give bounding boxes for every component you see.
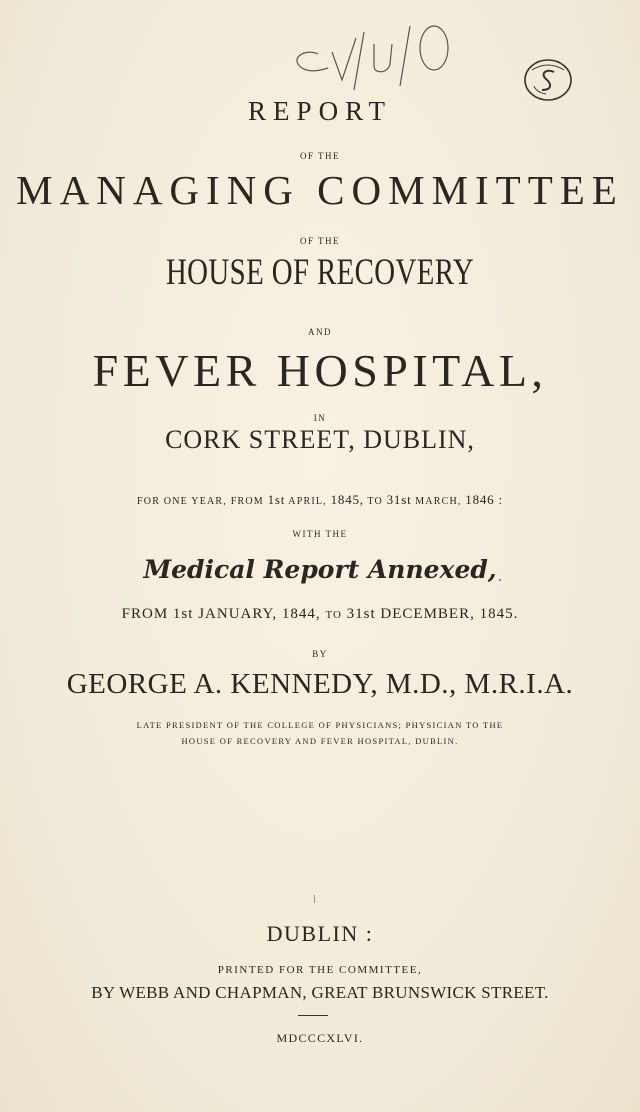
and-connector: AND <box>308 327 332 337</box>
medical-report-range <box>0 606 640 623</box>
short-divider-rule <box>298 1015 328 1016</box>
author-name: GEORGE A. KENNEDY, M.D., M.R.I.A. <box>66 668 574 700</box>
managing-committee-heading: MANAGING COMMITTEE <box>16 167 624 213</box>
period-part-2: APRIL, <box>285 496 331 507</box>
publication-date: MDCCCXLVI. <box>276 1031 364 1045</box>
period-end-year: 1846 : <box>465 492 503 507</box>
ink-speck <box>499 579 501 581</box>
of-the-connector-1: OF THE <box>299 151 341 161</box>
address-line: CORK STREET, DUBLIN, <box>165 425 475 454</box>
period-part-1: FOR ONE YEAR, FROM <box>137 496 268 507</box>
by-connector: BY <box>312 649 328 659</box>
with-the-connector: WITH THE <box>292 529 348 539</box>
range-start-day: 1st <box>172 606 194 622</box>
range-end-day: 31st <box>341 606 376 622</box>
house-of-recovery-heading: HOUSE OF RECOVERY <box>165 252 475 293</box>
author-credentials-line-1: LATE PRESIDENT OF THE COLLEGE OF PHYSICIANS; PHYSICIAN TO THE <box>136 720 504 730</box>
stray-mark <box>314 895 315 903</box>
in-connector: IN <box>313 413 327 423</box>
report-period <box>0 492 640 508</box>
period-end-day: 31st <box>386 492 412 507</box>
report-title: REPORT <box>248 96 392 126</box>
range-to: TO <box>325 609 342 621</box>
period-start-day: 1st <box>267 492 286 507</box>
printers-line: BY WEBB AND CHAPMAN, GREAT BRUNSWICK STREET. <box>91 983 549 1002</box>
period-part-3: TO <box>363 496 387 507</box>
imprint-city: DUBLIN : <box>266 921 374 946</box>
period-part-4: MARCH, <box>411 496 466 507</box>
range-start-month: JANUARY, 1844, <box>193 606 326 622</box>
range-from: FROM <box>121 606 173 622</box>
period-start-year: 1845, <box>330 492 364 507</box>
handwritten-catalogue-mark <box>270 18 470 98</box>
of-the-connector-2: OF THE <box>299 236 341 246</box>
range-end-month: DECEMBER, 1845. <box>375 606 519 622</box>
author-credentials-line-2: HOUSE OF RECOVERY AND FEVER HOSPITAL, DUBLIN. <box>181 736 459 746</box>
fever-hospital-heading: FEVER HOSPITAL, <box>92 345 548 396</box>
medical-report-heading: Medical Report Annexed, <box>143 555 497 584</box>
printed-for-line: PRINTED FOR THE COMMITTEE, <box>217 964 423 976</box>
